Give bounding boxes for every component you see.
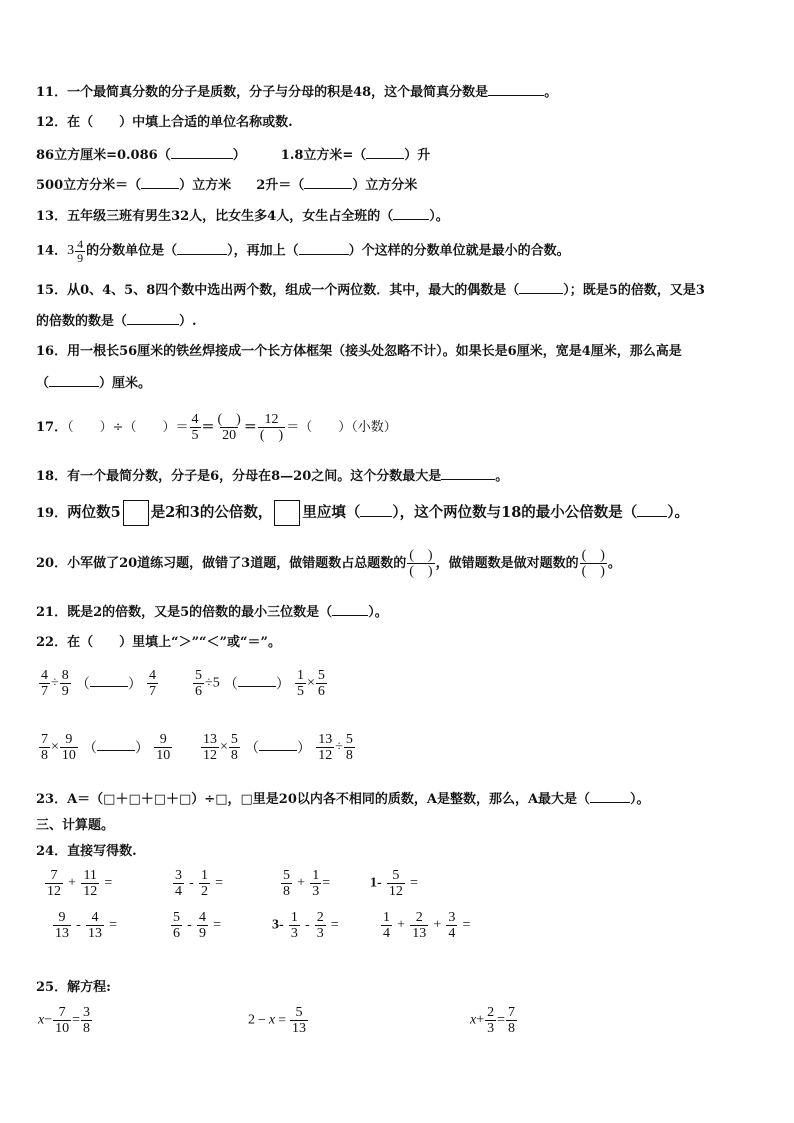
answer-blank[interactable] <box>332 603 368 616</box>
question-text: 小军做了20道练习题，做错了3道题，做错题数占总题数的 <box>67 556 407 571</box>
equation-2 <box>248 1005 309 1036</box>
fraction: $\frac{7}{12}$ <box>47 868 61 899</box>
compare-row-1 <box>38 668 159 699</box>
answer-blank[interactable] <box>519 281 563 294</box>
equals-sign: = <box>462 917 471 933</box>
question-18 <box>36 467 508 486</box>
fraction: $\frac{2}{3}$ <box>316 910 324 941</box>
answer-blank[interactable] <box>590 790 630 803</box>
question-text: 里应填（ <box>302 504 361 521</box>
question-text: 2升＝（ <box>256 178 305 193</box>
fraction: $\frac{1}{3}$ <box>312 868 320 899</box>
punct: ） <box>127 677 142 693</box>
fraction: $\frac{1}{3}$ <box>290 910 298 941</box>
fraction: $\frac{3}{4}$ <box>175 868 182 899</box>
minus-sign: - <box>76 917 81 933</box>
fraction: $\frac{4}{9}$ <box>198 910 206 941</box>
question-text: 直接写得数. <box>67 844 137 859</box>
punct: 。 <box>607 556 621 571</box>
answer-blank[interactable] <box>366 146 404 159</box>
answer-blank[interactable] <box>127 312 179 325</box>
plus-sign: + <box>433 917 442 933</box>
equals-sign: = <box>215 875 223 891</box>
question-text: ）升 <box>404 148 431 163</box>
punct: 。 <box>544 85 558 100</box>
answer-blank[interactable] <box>488 83 544 96</box>
calc-row-1d <box>370 868 418 899</box>
fraction: $\frac{7}{8}$ <box>41 732 48 763</box>
times-sign: × <box>220 739 228 755</box>
question-text: 一个最简真分数的分子是质数，分子与分母的积是48，这个最简真分数是 <box>67 85 489 100</box>
fraction: $\frac{5}{8}$ <box>345 732 353 763</box>
fraction: $\frac{1}{2}$ <box>200 868 208 899</box>
question-number: 17． <box>36 420 68 435</box>
question-text: 的分数单位是（ <box>86 243 178 259</box>
fraction: $\frac{1}{5}$ <box>296 668 304 699</box>
equals-sign: ＝ <box>243 420 257 435</box>
question-text: 两位数5 <box>67 504 121 521</box>
compare-row-2 <box>38 732 173 763</box>
answer-blank[interactable] <box>259 738 297 751</box>
question-text: ＝（ ）（小数） <box>286 420 397 435</box>
fraction: $\frac{1}{4}$ <box>383 910 390 941</box>
equals-sign: ＝ <box>201 420 215 435</box>
answer-blank[interactable] <box>360 504 392 517</box>
equals-sign: = <box>109 917 117 933</box>
question-text: 从0、4、5、8四个数中选出两个数，组成一个两位数．其中，最大的偶数是（ <box>67 283 520 298</box>
question-text: 解方程: <box>67 980 111 995</box>
question-number: 13． <box>36 209 68 224</box>
question-number: 19． <box>36 506 68 521</box>
plus-sign: + <box>68 875 77 891</box>
answer-blank[interactable] <box>171 146 233 159</box>
question-text: ）厘米。 <box>99 376 152 391</box>
fraction: $\frac{5}{12}$ <box>388 868 403 899</box>
compare-row-2b <box>200 732 356 763</box>
question-16-line-2 <box>36 374 151 393</box>
fraction: $\frac{7}{8}$ <box>508 1005 516 1036</box>
question-number: 14． <box>36 243 68 259</box>
question-number: 20． <box>36 556 68 571</box>
question-14 <box>36 236 570 267</box>
number: 1- <box>370 875 382 891</box>
question-number: 18． <box>36 469 68 484</box>
variable: x <box>268 1012 276 1028</box>
plus-sign: + <box>297 875 306 891</box>
compare-row-1b <box>192 668 328 699</box>
variable: x <box>470 1012 477 1028</box>
equals-sign: = <box>72 1012 81 1028</box>
question-17 <box>36 410 397 446</box>
punct: （ <box>83 741 98 757</box>
question-12 <box>36 114 293 132</box>
fraction: $\frac{5}{13}$ <box>292 1005 307 1036</box>
plus-sign: + <box>476 1012 485 1028</box>
question-text: 五年级三班有男生32人，比女生多4人，女生占全班的（ <box>67 209 394 224</box>
punct: ）. <box>179 314 197 329</box>
question-text: （ ）÷（ ）＝ <box>67 420 189 435</box>
question-number: 16． <box>36 344 68 359</box>
fraction: $\frac{13}{12}$ <box>203 732 217 763</box>
calc-row-1b <box>172 868 223 899</box>
fraction: $\frac{13}{12}$ <box>318 732 333 763</box>
question-text: ）立方米 <box>179 178 232 193</box>
question-25 <box>36 979 111 997</box>
question-text: ，做错题数是做对题数的 <box>435 556 579 571</box>
question-number: 21． <box>36 605 68 620</box>
question-text: 1.8立方米=（ <box>280 148 367 163</box>
divide-sign: ÷ <box>205 675 213 691</box>
punct: （ <box>75 677 90 693</box>
question-20 <box>36 546 621 582</box>
fraction: $\frac{5}{8}$ <box>230 732 238 763</box>
answer-blank[interactable] <box>299 242 349 255</box>
punct: （ <box>36 376 50 391</box>
question-text: 在（ ）中填上合适的单位名称或数. <box>67 115 293 130</box>
question-12-line-b <box>36 176 417 195</box>
equals-sign: = <box>213 917 221 933</box>
fraction: $\frac{4}{9}$ <box>77 236 84 265</box>
question-text: 在（ ）里填上“＞”“＜”或“＝”。 <box>67 635 281 650</box>
fraction: $\frac{5}{6}$ <box>317 668 325 699</box>
answer-blank[interactable] <box>177 242 227 255</box>
mixed-whole: 3 <box>67 243 75 258</box>
fraction: $\frac{5}{8}$ <box>283 868 290 899</box>
punct: （ <box>245 741 260 757</box>
answer-blank[interactable] <box>49 374 99 387</box>
punct: ） <box>232 148 246 163</box>
times-sign: × <box>306 675 315 691</box>
question-text: ）个这样的分数单位就是最小的合数。 <box>348 243 570 259</box>
answer-blank[interactable] <box>141 176 179 189</box>
fraction: $\frac{9}{13}$ <box>55 910 69 941</box>
fraction: $\frac{2}{13}$ <box>412 910 427 941</box>
answer-blank[interactable] <box>238 674 276 687</box>
minus-sign: − <box>258 1012 266 1028</box>
answer-fraction[interactable]: ( ) ( ) <box>409 548 433 579</box>
fraction: $\frac{4}{5}$ <box>191 412 199 443</box>
question-19 <box>36 500 689 527</box>
answer-blank[interactable] <box>304 176 352 189</box>
calc-row-1 <box>44 868 112 899</box>
equals-sign: = <box>330 917 339 933</box>
question-13 <box>36 207 449 226</box>
number: 5 <box>212 675 220 691</box>
answer-blank[interactable] <box>90 674 128 687</box>
question-text: ）；既是5的倍数，又是3 <box>563 283 705 298</box>
fraction: $\frac{5}{6}$ <box>195 668 202 699</box>
minus-sign: − <box>44 1012 53 1028</box>
plus-sign: + <box>397 917 406 933</box>
question-number: 23． <box>36 792 68 807</box>
equals-sign: = <box>497 1012 506 1028</box>
answer-blank[interactable] <box>97 738 135 751</box>
question-number: 25． <box>36 980 68 995</box>
minus-sign: - <box>304 917 310 933</box>
calc-row-2c <box>272 910 339 941</box>
question-text: ），这个两位数与18的最小公倍数是（ <box>392 504 638 521</box>
fraction: $\frac{3}{4}$ <box>448 910 456 941</box>
question-23 <box>36 790 650 809</box>
fraction: $\frac{9}{10}$ <box>61 732 76 763</box>
punct: ）。 <box>429 209 449 224</box>
punct: ）。 <box>368 605 388 620</box>
punct: （ <box>223 677 238 693</box>
punct: ） <box>135 741 150 757</box>
divide-sign: ÷ <box>335 739 343 755</box>
fraction: $\frac{3}{8}$ <box>83 1005 91 1036</box>
punct: ）。 <box>667 504 690 521</box>
times-sign: × <box>51 739 59 755</box>
answer-blank[interactable] <box>441 467 495 480</box>
variable: x <box>38 1012 45 1028</box>
equation-3 <box>470 1005 518 1036</box>
question-text: A＝（□＋□＋□＋□）÷□，□里是20以内各不相同的质数，A是整数，那么，A最大是（ <box>67 792 591 807</box>
question-text: 86立方厘米=0.086（ <box>36 148 171 163</box>
question-number: 11． <box>36 85 68 100</box>
equals-sign: = <box>104 875 113 891</box>
answer-blank[interactable] <box>637 504 667 517</box>
punct: ） <box>275 677 290 693</box>
question-text: ），再加上（ <box>227 243 299 259</box>
number: 2 <box>248 1012 255 1028</box>
divide-sign: ÷ <box>51 675 59 691</box>
answer-blank[interactable] <box>393 207 429 220</box>
fraction: $\frac{4}{13}$ <box>87 910 102 941</box>
equals-sign: = <box>278 1012 287 1028</box>
calc-row-1c <box>280 868 330 899</box>
fraction: $\frac{7}{10}$ <box>55 1005 70 1036</box>
question-text: 500立方分米＝（ <box>36 178 142 193</box>
question-24 <box>36 843 137 861</box>
fraction: $\frac{5}{6}$ <box>173 910 180 941</box>
punct: ）。 <box>630 792 650 807</box>
fraction: ( ) 20 <box>217 412 241 443</box>
calc-row-2b <box>170 910 221 941</box>
minus-sign: - <box>189 875 194 891</box>
number: 3- <box>272 917 284 933</box>
fraction: $\frac{4}{7}$ <box>148 668 156 699</box>
digit-box[interactable] <box>274 500 300 526</box>
equals-sign: = <box>409 875 418 891</box>
question-number: 22． <box>36 635 68 650</box>
calc-row-2d <box>380 910 470 941</box>
question-12-line-a <box>36 146 430 165</box>
punct: 。 <box>495 469 509 484</box>
question-11 <box>36 83 557 102</box>
minus-sign: - <box>187 917 192 933</box>
section-heading: 三、计算题。 <box>36 818 115 833</box>
question-15 <box>36 281 705 300</box>
question-number: 12． <box>36 115 68 130</box>
question-22 <box>36 634 281 652</box>
question-15-line-2 <box>36 312 197 331</box>
question-text: 有一个最简分数，分子是6，分母在8—20之间。这个分数最大是 <box>67 469 442 484</box>
fraction: $\frac{4}{7}$ <box>41 668 48 699</box>
answer-fraction[interactable]: ( ) ( ) <box>581 548 605 579</box>
fraction: 12 ( ) <box>259 412 284 443</box>
fraction: $\frac{11}{12}$ <box>83 868 98 899</box>
fraction: $\frac{2}{3}$ <box>487 1005 495 1036</box>
fraction: $\frac{8}{9}$ <box>61 668 69 699</box>
question-text: 既是2的倍数，又是5的倍数的最小三位数是（ <box>67 605 333 620</box>
question-21 <box>36 603 388 622</box>
fraction: $\frac{9}{10}$ <box>156 732 171 763</box>
question-number: 24． <box>36 844 68 859</box>
punct: ） <box>297 741 312 757</box>
digit-box[interactable] <box>123 500 149 526</box>
question-text: ）立方分米 <box>352 178 418 193</box>
question-text: 用一根长56厘米的铁丝焊接成一个长方体框架（接头处忽略不计）。如果长是6厘米，宽是4厘米，那么高是 <box>67 344 682 359</box>
equals-sign: = <box>322 875 331 891</box>
question-number: 15． <box>36 283 68 298</box>
question-text: 是2和3的公倍数， <box>150 504 273 521</box>
question-text: 的倍数的数是（ <box>36 314 128 329</box>
question-16 <box>36 343 682 361</box>
equation-1 <box>38 1005 93 1036</box>
calc-row-2 <box>52 910 117 941</box>
